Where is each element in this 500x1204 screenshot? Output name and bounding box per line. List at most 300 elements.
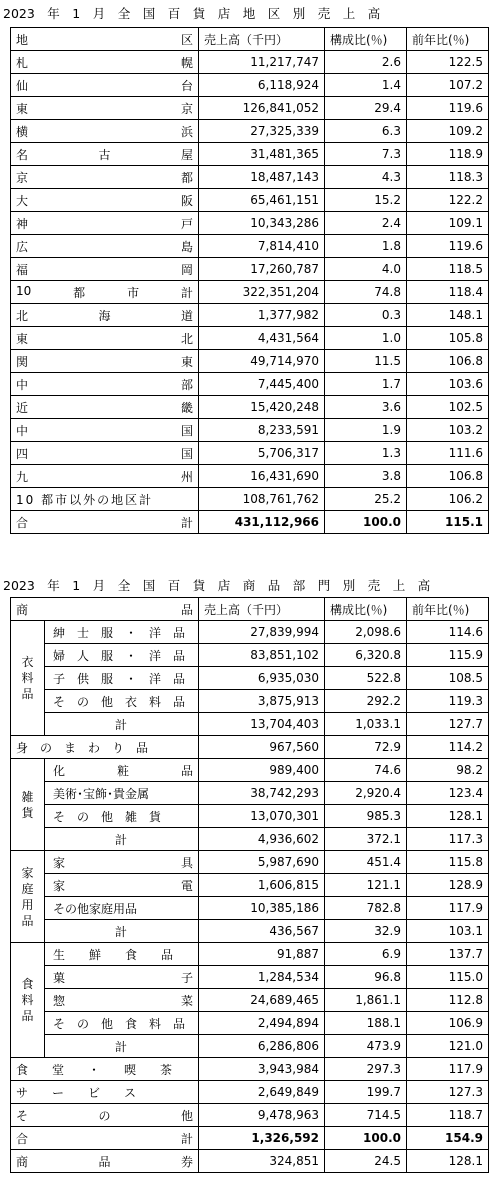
region-label — [11, 120, 199, 143]
spread-label — [53, 624, 193, 641]
table-row — [11, 621, 489, 644]
label-char: 台 — [180, 78, 193, 93]
cell-yoy: 106.2 — [407, 488, 489, 511]
cell-yoy: 119.3 — [407, 690, 489, 713]
spread-label — [16, 169, 193, 186]
label-char: 部 — [180, 377, 193, 392]
table-row — [11, 442, 489, 465]
cell-yoy: 128.1 — [407, 1150, 489, 1173]
spread-label — [16, 215, 193, 232]
subtotal-label: 10 都市以外の地区計 — [11, 488, 199, 511]
table-row — [11, 966, 489, 989]
label-char: 家 — [53, 855, 66, 870]
cell-sales: 10,343,286 — [199, 212, 325, 235]
cell-share: 0.3 — [325, 304, 407, 327]
spread-label — [16, 1130, 193, 1147]
header-row — [11, 598, 489, 621]
spread-label — [16, 399, 193, 416]
label-char: 化 — [53, 763, 66, 778]
label-char: 横 — [16, 124, 29, 139]
cell-share: 2.4 — [325, 212, 407, 235]
item-label — [45, 851, 199, 874]
table-row — [11, 782, 489, 805]
label-char: の — [98, 1108, 111, 1123]
spread-label — [53, 670, 193, 687]
group-char: 品 — [21, 913, 34, 928]
cell-sales: 65,461,151 — [199, 189, 325, 212]
cell-sales: 31,481,365 — [199, 143, 325, 166]
label-char: 計 — [180, 515, 193, 530]
label-char: 計 — [180, 1131, 193, 1146]
region-label — [11, 143, 199, 166]
table-row — [11, 667, 489, 690]
cell-yoy: 103.2 — [407, 419, 489, 442]
label-char: 菓 — [53, 970, 66, 985]
label-char: 計 — [180, 285, 193, 300]
label-text: 生 鮮 食 品 — [53, 947, 174, 962]
other-row — [11, 1104, 489, 1127]
subtotal-label: 計 — [45, 828, 199, 851]
item-label — [45, 759, 199, 782]
region-label — [11, 189, 199, 212]
label-char: 菜 — [180, 993, 193, 1008]
spread-label — [53, 900, 193, 917]
table-row — [11, 258, 489, 281]
label-char: 神 — [16, 216, 29, 231]
table-row — [11, 465, 489, 488]
region-label — [11, 442, 199, 465]
label-char: 券 — [180, 1154, 193, 1169]
spread-label — [53, 762, 193, 779]
restaurant-row — [11, 1058, 489, 1081]
voucher-row — [11, 1150, 489, 1173]
label-char: 九 — [16, 469, 29, 484]
cell-sales: 4,431,564 — [199, 327, 325, 350]
cell-share: 782.8 — [325, 897, 407, 920]
food-group-label — [11, 943, 45, 1058]
spread-label — [16, 77, 193, 94]
spread-label — [16, 376, 193, 393]
cell-share: 121.1 — [325, 874, 407, 897]
spread-label — [16, 1153, 193, 1170]
header-sales: 売上高（千円） — [199, 28, 325, 51]
cell-yoy: 119.6 — [407, 97, 489, 120]
cell-share: 2,098.6 — [325, 621, 407, 644]
cell-share: 100.0 — [325, 511, 407, 534]
cell-yoy: 117.3 — [407, 828, 489, 851]
label-char: 近 — [16, 400, 29, 415]
spread-label — [16, 307, 193, 324]
cell-yoy: 117.9 — [407, 897, 489, 920]
item-label — [45, 667, 199, 690]
label-char: 北 — [180, 331, 193, 346]
label-char: 岡 — [180, 262, 193, 277]
label-char: 合 — [16, 515, 29, 530]
cell-share: 96.8 — [325, 966, 407, 989]
cell-sales: 1,606,815 — [199, 874, 325, 897]
item-label — [45, 989, 199, 1012]
label-text: 紳 士 服 ・ 洋 品 — [53, 625, 186, 640]
cell-yoy: 118.4 — [407, 281, 489, 304]
cell-yoy: 137.7 — [407, 943, 489, 966]
table-row — [11, 805, 489, 828]
label-char: 古 — [98, 147, 111, 162]
cell-sales: 13,704,403 — [199, 713, 325, 736]
group-char: 用 — [21, 897, 34, 912]
cell-yoy: 128.1 — [407, 805, 489, 828]
cell-sales: 5,706,317 — [199, 442, 325, 465]
cell-sales: 9,478,963 — [199, 1104, 325, 1127]
spread-label — [16, 31, 193, 48]
clothing-group-label — [11, 621, 45, 736]
subtotal-label: 計 — [45, 713, 199, 736]
region-label — [11, 396, 199, 419]
label-char: 札 — [16, 55, 29, 70]
cell-share: 4.3 — [325, 166, 407, 189]
cell-sales: 322,351,204 — [199, 281, 325, 304]
cell-share: 1.9 — [325, 419, 407, 442]
cell-sales: 3,943,984 — [199, 1058, 325, 1081]
spread-label — [16, 514, 193, 531]
personal-goods-row — [11, 736, 489, 759]
cell-share: 24.5 — [325, 1150, 407, 1173]
cell-sales: 2,649,849 — [199, 1081, 325, 1104]
label-char: 国 — [180, 423, 193, 438]
spread-label — [53, 785, 193, 802]
label-text: 身 の ま わ り 品 — [16, 740, 149, 755]
group-char: 料 — [21, 671, 34, 685]
cell-sales: 24,689,465 — [199, 989, 325, 1012]
cell-share: 100.0 — [325, 1127, 407, 1150]
cell-share: 6.9 — [325, 943, 407, 966]
cell-yoy: 98.2 — [407, 759, 489, 782]
spread-label — [16, 146, 193, 163]
cell-yoy: 108.5 — [407, 667, 489, 690]
spread-label — [16, 739, 193, 756]
table-row — [11, 120, 489, 143]
spread-label — [16, 1107, 193, 1124]
cell-yoy: 105.8 — [407, 327, 489, 350]
cell-sales: 27,325,339 — [199, 120, 325, 143]
spread-label — [53, 969, 193, 986]
label-text: 婦 人 服 ・ 洋 品 — [53, 648, 186, 663]
label-char: 商 — [16, 602, 29, 617]
label-char: 地 — [16, 32, 29, 47]
cell-yoy: 106.8 — [407, 350, 489, 373]
table-row — [11, 851, 489, 874]
header-yoy: 前年比(％) — [407, 598, 489, 621]
cell-sales: 7,814,410 — [199, 235, 325, 258]
label-char: 福 — [16, 262, 29, 277]
label-char: 都 — [73, 285, 86, 300]
label-char: 家 — [53, 878, 66, 893]
row-label — [11, 1104, 199, 1127]
subtotal-label: 計 — [45, 920, 199, 943]
cell-yoy: 114.2 — [407, 736, 489, 759]
cell-yoy: 127.7 — [407, 713, 489, 736]
label-text: サ ー ビ ス — [16, 1085, 137, 1100]
header-region — [11, 28, 199, 51]
cell-yoy: 102.5 — [407, 396, 489, 419]
table-row — [11, 212, 489, 235]
row-label — [11, 1081, 199, 1104]
table2-title: 2023 年 1 月 全 国 百 貨 店 商 品 部 門 別 売 上 高 — [3, 578, 431, 593]
cell-share: 25.2 — [325, 488, 407, 511]
label-char: 具 — [180, 855, 193, 870]
label-char: そ — [16, 1108, 29, 1123]
cell-share: 2,920.4 — [325, 782, 407, 805]
spread-label — [16, 54, 193, 71]
cell-sales: 6,286,806 — [199, 1035, 325, 1058]
region-label — [11, 212, 199, 235]
label-char: 他 — [180, 1108, 193, 1123]
table-row — [11, 874, 489, 897]
spread-label — [16, 353, 193, 370]
header-sales: 売上高（千円） — [199, 598, 325, 621]
cell-share: 72.9 — [325, 736, 407, 759]
cell-sales: 108,761,762 — [199, 488, 325, 511]
cell-yoy: 122.2 — [407, 189, 489, 212]
item-label — [45, 782, 199, 805]
cell-sales: 18,487,143 — [199, 166, 325, 189]
cell-sales: 3,875,913 — [199, 690, 325, 713]
cell-share: 1.8 — [325, 235, 407, 258]
cell-yoy: 106.9 — [407, 1012, 489, 1035]
region-label — [11, 419, 199, 442]
label-char: 京 — [16, 170, 29, 185]
label-char: 国 — [180, 446, 193, 461]
header-yoy: 前年比(％) — [407, 28, 489, 51]
table-row — [11, 74, 489, 97]
region-sales-table — [10, 27, 489, 534]
cell-yoy: 109.1 — [407, 212, 489, 235]
item-label — [45, 690, 199, 713]
region-label — [11, 465, 199, 488]
spread-label — [16, 601, 193, 618]
label-char: 畿 — [180, 400, 193, 415]
cell-sales: 1,377,982 — [199, 304, 325, 327]
cell-sales: 27,839,994 — [199, 621, 325, 644]
table-row — [11, 690, 489, 713]
cell-share: 522.8 — [325, 667, 407, 690]
table-row — [11, 989, 489, 1012]
subtotal-row — [11, 920, 489, 943]
row-label — [11, 736, 199, 759]
cell-sales: 83,851,102 — [199, 644, 325, 667]
region-label — [11, 166, 199, 189]
table-row — [11, 644, 489, 667]
group-char: 品 — [21, 687, 34, 701]
label-char: 四 — [16, 446, 29, 461]
label-char: 島 — [180, 239, 193, 254]
table-row — [11, 419, 489, 442]
label-char: 中 — [16, 423, 29, 438]
cell-sales: 6,118,924 — [199, 74, 325, 97]
cell-sales: 126,841,052 — [199, 97, 325, 120]
label-char: 商 — [16, 1154, 29, 1169]
region-label — [11, 235, 199, 258]
group-char: 家 — [21, 865, 34, 880]
table-row — [11, 97, 489, 120]
spread-label — [16, 422, 193, 439]
spread-label — [53, 693, 193, 710]
cell-yoy: 121.0 — [407, 1035, 489, 1058]
label-char: 浜 — [180, 124, 193, 139]
cell-yoy: 103.1 — [407, 920, 489, 943]
cell-yoy: 114.6 — [407, 621, 489, 644]
cell-share: 15.2 — [325, 189, 407, 212]
cell-yoy: 111.6 — [407, 442, 489, 465]
table-row — [11, 1012, 489, 1035]
group-char: 品 — [21, 1009, 34, 1023]
spread-label — [16, 261, 193, 278]
cell-sales: 989,400 — [199, 759, 325, 782]
spread-label — [16, 238, 193, 255]
label-char: 戸 — [180, 216, 193, 231]
label-text: そ の 他 食 料 品 — [53, 1016, 186, 1031]
cell-share: 297.3 — [325, 1058, 407, 1081]
cell-sales: 16,431,690 — [199, 465, 325, 488]
total-row — [11, 511, 489, 534]
label-char: 大 — [16, 193, 29, 208]
table-row — [11, 350, 489, 373]
cell-share: 1,033.1 — [325, 713, 407, 736]
cell-sales: 4,936,602 — [199, 828, 325, 851]
table1-title: 2023 年 1 月 全 国 百 貨 店 地 区 別 売 上 高 — [3, 6, 381, 21]
spread-label — [53, 877, 193, 894]
cell-share: 1.7 — [325, 373, 407, 396]
region-label — [11, 51, 199, 74]
cell-yoy: 117.9 — [407, 1058, 489, 1081]
label-char: 幌 — [180, 55, 193, 70]
cell-sales: 10,385,186 — [199, 897, 325, 920]
label-text: 美術･宝飾･貴金属 — [53, 786, 150, 801]
item-label — [45, 897, 199, 920]
region-label — [11, 304, 199, 327]
cell-sales: 17,260,787 — [199, 258, 325, 281]
table-row — [11, 143, 489, 166]
label-char: 東 — [16, 101, 29, 116]
cell-yoy: 115.1 — [407, 511, 489, 534]
table-row — [11, 373, 489, 396]
label-char: 子 — [180, 970, 193, 985]
subtotal-label — [11, 281, 199, 304]
spread-label — [16, 123, 193, 140]
table-row — [11, 51, 489, 74]
region-label — [11, 327, 199, 350]
item-label — [45, 943, 199, 966]
cell-yoy: 106.8 — [407, 465, 489, 488]
row-label — [11, 1127, 199, 1150]
table-row — [11, 235, 489, 258]
label-char: 京 — [180, 101, 193, 116]
cell-yoy: 112.8 — [407, 989, 489, 1012]
region-label — [11, 350, 199, 373]
cell-yoy: 123.4 — [407, 782, 489, 805]
cell-sales: 967,560 — [199, 736, 325, 759]
subtotal-10-cities-row — [11, 281, 489, 304]
label-char: 粧 — [116, 763, 129, 778]
cell-share: 292.2 — [325, 690, 407, 713]
cell-yoy: 115.8 — [407, 851, 489, 874]
label-char: 仙 — [16, 78, 29, 93]
item-label — [45, 966, 199, 989]
row-label — [11, 1058, 199, 1081]
subtotal-row — [11, 828, 489, 851]
label-char: 道 — [180, 308, 193, 323]
cell-yoy: 115.0 — [407, 966, 489, 989]
region-label — [11, 97, 199, 120]
spread-label — [16, 468, 193, 485]
cell-share: 6.3 — [325, 120, 407, 143]
item-label — [45, 805, 199, 828]
item-label — [45, 644, 199, 667]
cell-share: 11.5 — [325, 350, 407, 373]
cell-share: 188.1 — [325, 1012, 407, 1035]
label-text: その他家庭用品 — [53, 901, 138, 916]
table-row — [11, 189, 489, 212]
label-char: 東 — [16, 331, 29, 346]
group-char: 庭 — [21, 881, 34, 896]
cell-sales: 8,233,591 — [199, 419, 325, 442]
header-share: 構成比(％) — [325, 598, 407, 621]
cell-sales: 324,851 — [199, 1150, 325, 1173]
cell-sales: 38,742,293 — [199, 782, 325, 805]
label-char: 州 — [180, 469, 193, 484]
label-char: 10 — [16, 283, 32, 298]
cell-share: 199.7 — [325, 1081, 407, 1104]
spread-label — [53, 808, 193, 825]
spread-label — [16, 100, 193, 117]
region-label — [11, 373, 199, 396]
label-char: 電 — [180, 878, 193, 893]
label-char: 中 — [16, 377, 29, 392]
cell-sales: 436,567 — [199, 920, 325, 943]
cell-share: 6,320.8 — [325, 644, 407, 667]
header-share: 構成比(％) — [325, 28, 407, 51]
cell-share: 3.6 — [325, 396, 407, 419]
cell-sales: 91,887 — [199, 943, 325, 966]
label-char: 関 — [16, 354, 29, 369]
table-row — [11, 327, 489, 350]
group-char: 雑 — [21, 789, 34, 804]
spread-label — [16, 1084, 193, 1101]
cell-sales: 15,420,248 — [199, 396, 325, 419]
cell-yoy: 118.5 — [407, 258, 489, 281]
group-char: 衣 — [21, 655, 34, 669]
cell-share: 985.3 — [325, 805, 407, 828]
table-row — [11, 943, 489, 966]
spread-label — [53, 647, 193, 664]
cell-share: 451.4 — [325, 851, 407, 874]
subtotal-other-row — [11, 488, 489, 511]
cell-share: 7.3 — [325, 143, 407, 166]
region-label — [11, 74, 199, 97]
label-text: 食 堂 ・ 喫 茶 — [16, 1062, 173, 1077]
household-group-label — [11, 851, 45, 943]
label-char: 海 — [98, 308, 111, 323]
goods-group-label — [11, 759, 45, 851]
item-label — [45, 874, 199, 897]
cell-sales: 1,326,592 — [199, 1127, 325, 1150]
cell-sales: 11,217,747 — [199, 51, 325, 74]
label-char: 合 — [16, 1131, 29, 1146]
cell-share: 473.9 — [325, 1035, 407, 1058]
group-char: 貨 — [21, 805, 34, 820]
spread-label — [16, 284, 193, 301]
cell-sales: 1,284,534 — [199, 966, 325, 989]
spread-label — [53, 992, 193, 1009]
